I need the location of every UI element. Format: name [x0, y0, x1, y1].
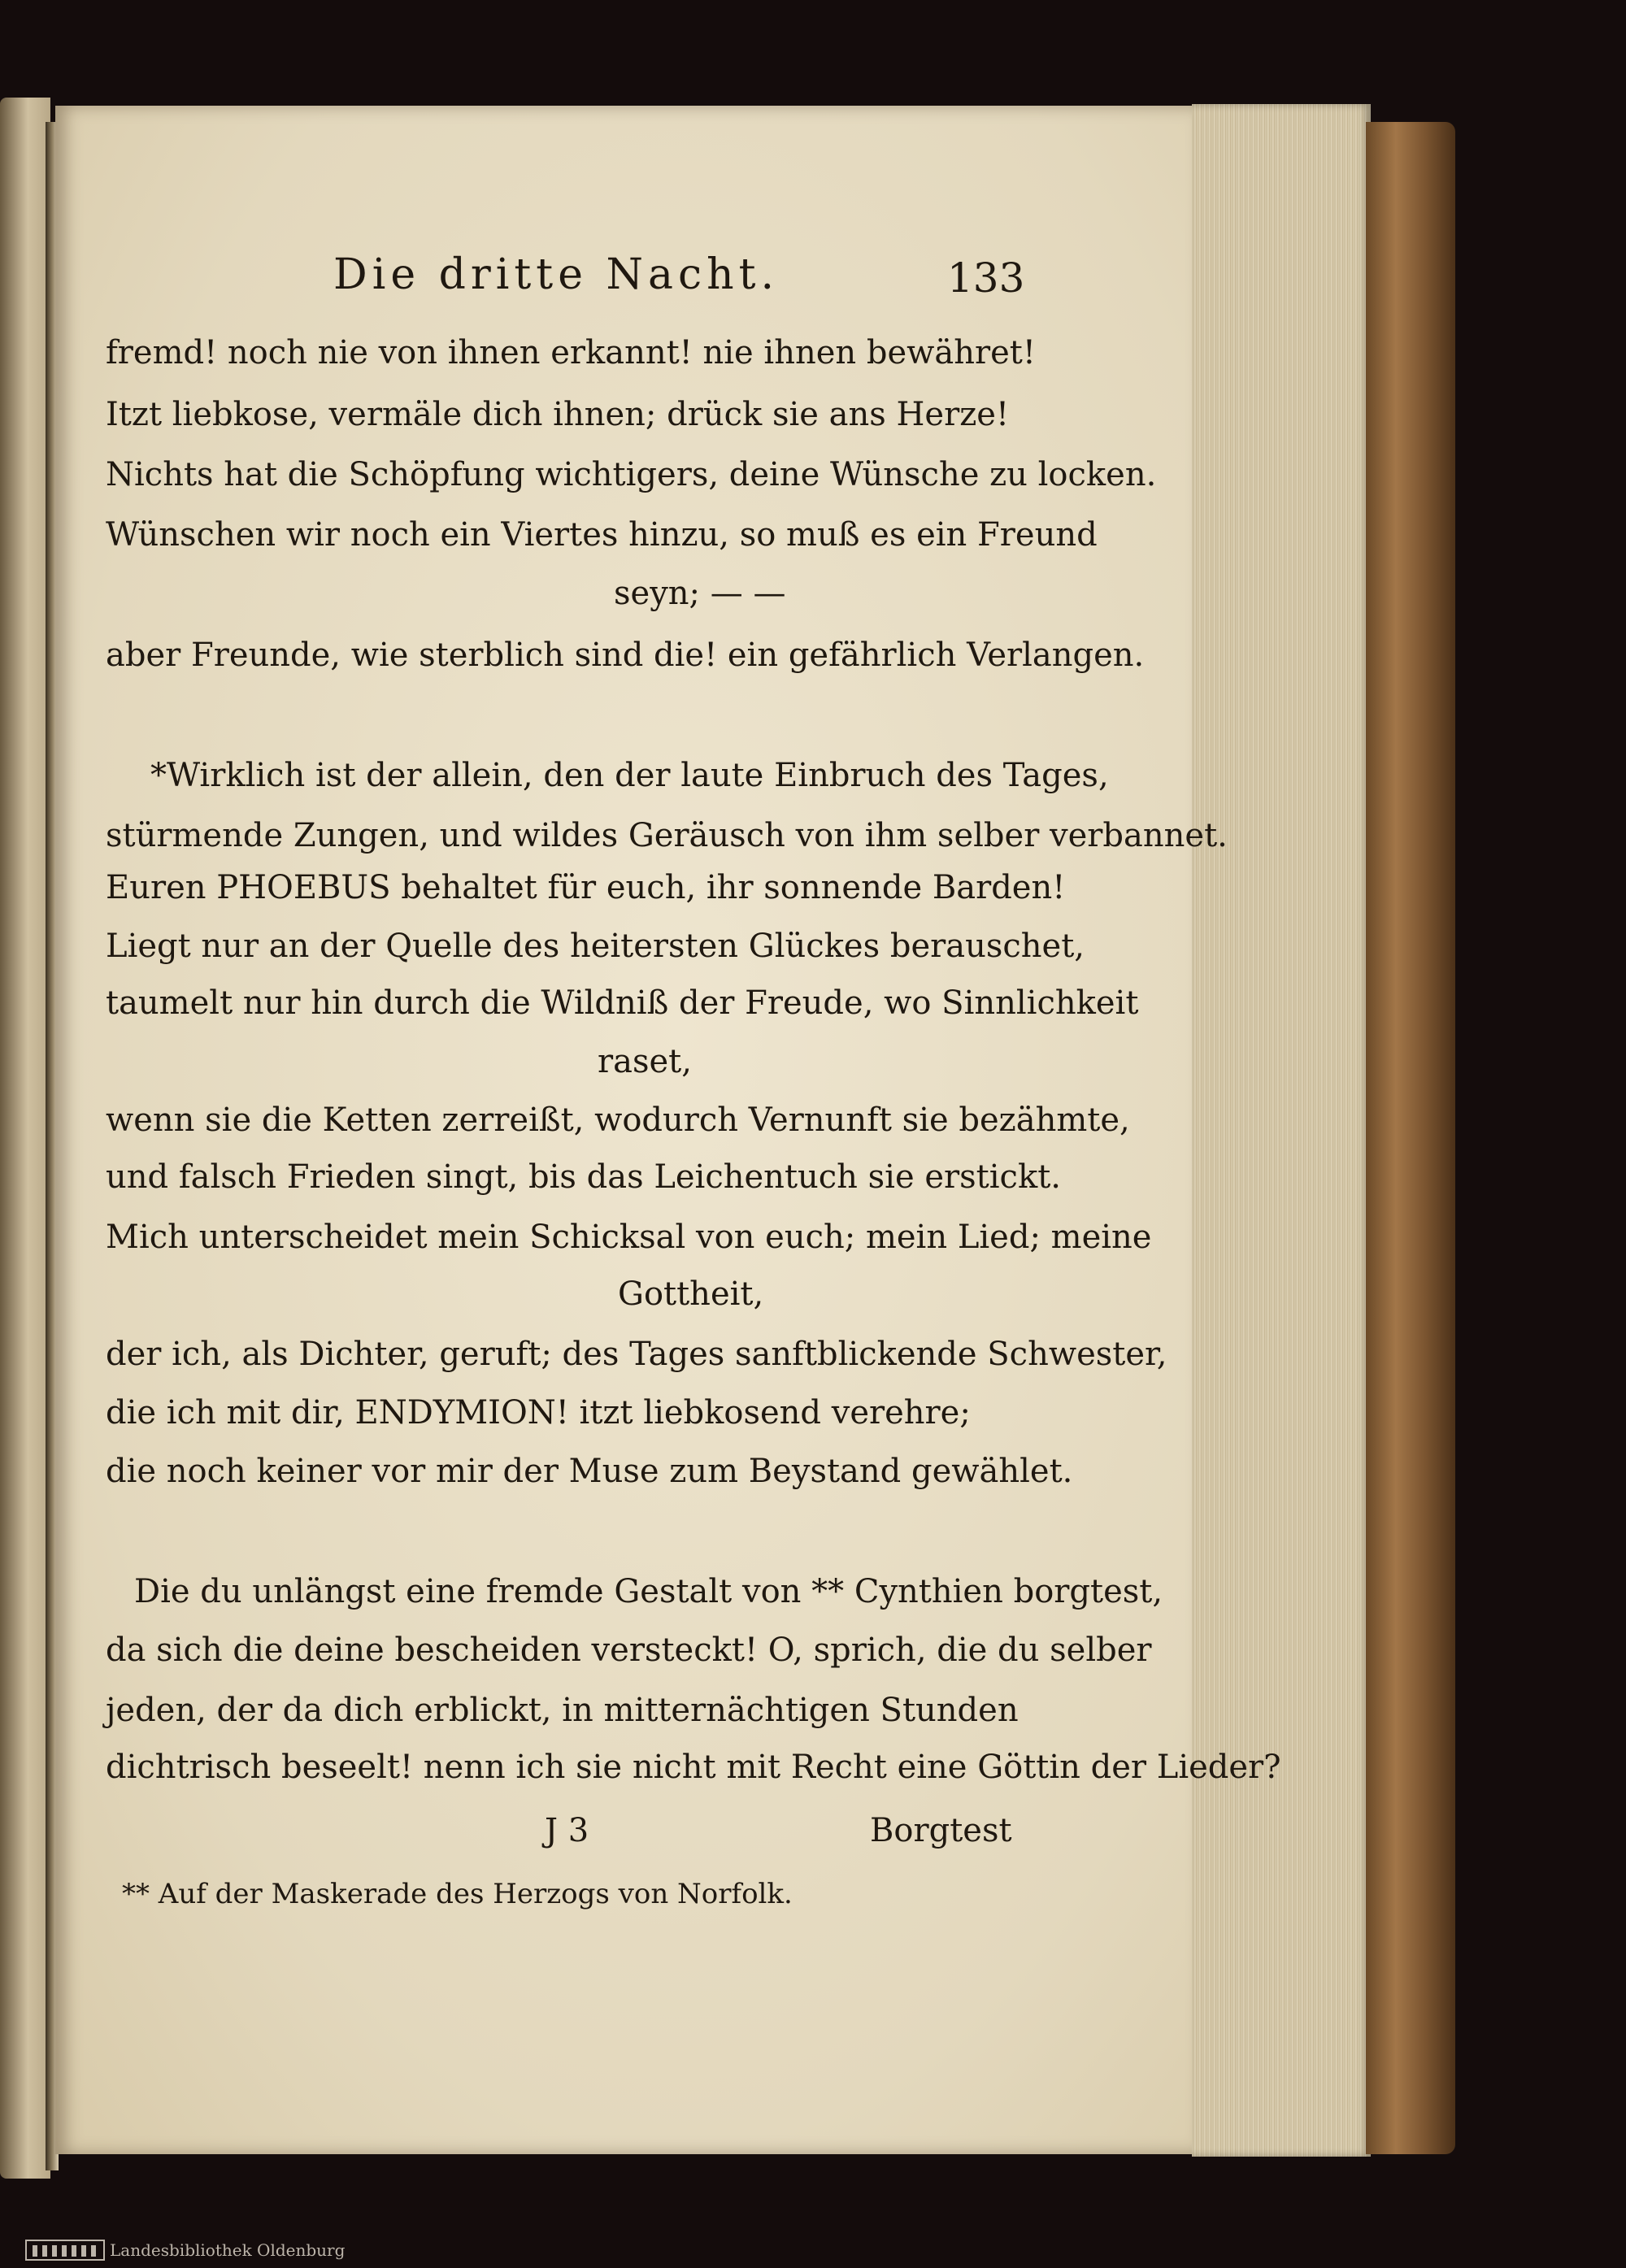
signature-mark: J 3: [545, 1812, 589, 1849]
verse-line: stürmende Zungen, und wildes Geräusch von ihm selber verbannet.: [106, 817, 1228, 854]
book-cover-edge: [1366, 122, 1455, 2154]
verse-line: der ich, als Dichter, geruft; des Tages sanftblickende Schwester,: [106, 1336, 1167, 1373]
page-number: 133: [947, 254, 1025, 302]
verse-line-runover: raset,: [598, 1043, 692, 1080]
verse-line: wenn sie die Ketten zerreißt, wodurch Vernunft sie bezähmte,: [106, 1101, 1130, 1139]
verse-line-runover: Gottheit,: [618, 1275, 764, 1313]
verse-line: *Wirklich ist der allein, den der laute Einbruch des Tages,: [150, 757, 1109, 794]
verse-line: da sich die deine bescheiden versteckt! O, sprich, die du selber: [106, 1631, 1152, 1669]
verse-line-runover: seyn; — —: [614, 575, 786, 612]
verse-line: jeden, der da dich erblickt, in mitternächtigen Stunden: [106, 1692, 1019, 1729]
verse-line: taumelt nur hin durch die Wildniß der Freude, wo Sinnlichkeit: [106, 984, 1139, 1022]
verse-line: Mich unterscheidet mein Schicksal von euch; mein Lied; meine: [106, 1219, 1152, 1256]
verse-line: aber Freunde, wie sterblich sind die! ein gefährlich Verlangen.: [106, 637, 1145, 674]
verse-line: Liegt nur an der Quelle des heitersten Glückes berauschet,: [106, 928, 1085, 965]
verse-line: und falsch Frieden singt, bis das Leichentuch sie erstickt.: [106, 1158, 1061, 1196]
verse-line: Itzt liebkose, vermäle dich ihnen; drück sie ans Herze!: [106, 396, 1010, 433]
verse-line: die ich mit dir, ENDYMION! itzt liebkosend verehre;: [106, 1394, 971, 1432]
verse-line: Die du unlängst eine fremde Gestalt von ** Cynthien borgtest,: [134, 1573, 1163, 1610]
verse-line: Wünschen wir noch ein Viertes hinzu, so muß es ein Freund: [106, 516, 1098, 554]
verse-line: dichtrisch beseelt! nenn ich sie nicht mit Recht eine Göttin der Lieder?: [106, 1749, 1281, 1786]
facing-page-edge: [0, 98, 50, 2179]
verse-line: fremd! noch nie von ihnen erkannt! nie ihnen bewähret!: [106, 334, 1036, 371]
footnote: ** Auf der Maskerade des Herzogs von Norfolk.: [122, 1878, 793, 1910]
page-block-edges: [1192, 104, 1371, 2157]
running-head-title: Die dritte Nacht.: [333, 250, 780, 299]
verse-line: Euren PHOEBUS behaltet für euch, ihr sonnende Barden!: [106, 869, 1066, 906]
catchword: Borgtest: [870, 1812, 1012, 1849]
library-watermark: Landesbibliothek Oldenburg: [110, 2240, 346, 2260]
library-logo-icon: [24, 2237, 106, 2261]
verse-line: Nichts hat die Schöpfung wichtigers, deine Wünsche zu locken.: [106, 456, 1157, 493]
verse-line: die noch keiner vor mir der Muse zum Beystand gewählet.: [106, 1453, 1073, 1490]
